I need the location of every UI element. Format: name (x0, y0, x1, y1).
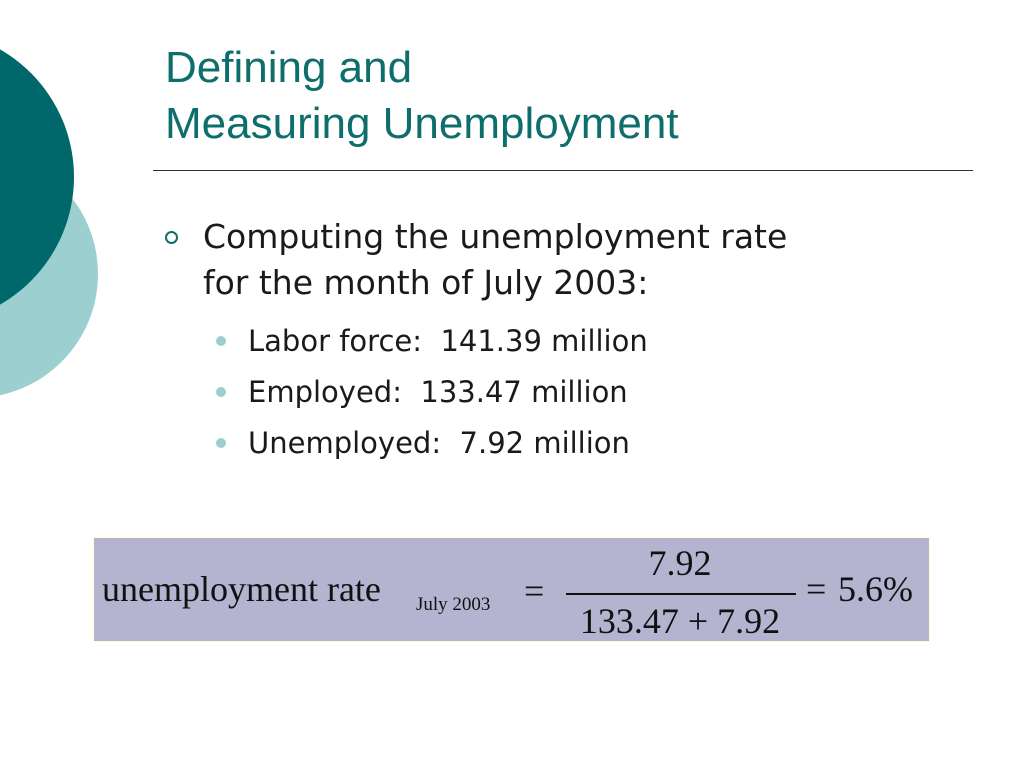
dot-bullet-icon (216, 387, 226, 397)
formula-result: 5.6% (838, 569, 913, 609)
dot-bullet-icon (216, 438, 226, 448)
slide-title (165, 40, 985, 152)
title-line-2: Measuring Unemployment (165, 99, 679, 148)
sub-bullet-label: Labor force: 141.39 million (248, 324, 648, 358)
sub-bullet-employed (216, 371, 916, 422)
formula-numerator: 7.92 (648, 543, 712, 583)
sub-bullet-label: Unemployed: 7.92 million (248, 426, 630, 460)
dot-bullet-icon (216, 336, 226, 346)
main-bullet (165, 214, 965, 306)
sub-bullet-unemployed (216, 422, 916, 473)
sub-bullet-list (216, 320, 916, 473)
formula-equals-sign-2: = (806, 569, 827, 609)
title-divider (153, 170, 973, 171)
formula-equals-sign: = (524, 571, 545, 611)
fraction-bar (566, 593, 796, 595)
main-bullet-line-1: Computing the unemployment rate (203, 217, 788, 256)
sub-bullet-labor-force (216, 320, 916, 371)
formula-lhs: unemployment rate (102, 569, 381, 609)
title-line-1: Defining and (165, 43, 413, 92)
main-bullet-line-2: for the month of July 2003: (203, 263, 649, 302)
sub-bullet-label: Employed: 133.47 million (248, 375, 628, 409)
hollow-circle-bullet-icon (165, 231, 178, 244)
formula-denominator: 133.47 + 7.92 (579, 601, 781, 641)
main-bullet-text (203, 214, 965, 306)
unemployment-rate-formula (93, 537, 930, 642)
formula-subscript: July 2003 (416, 594, 491, 615)
